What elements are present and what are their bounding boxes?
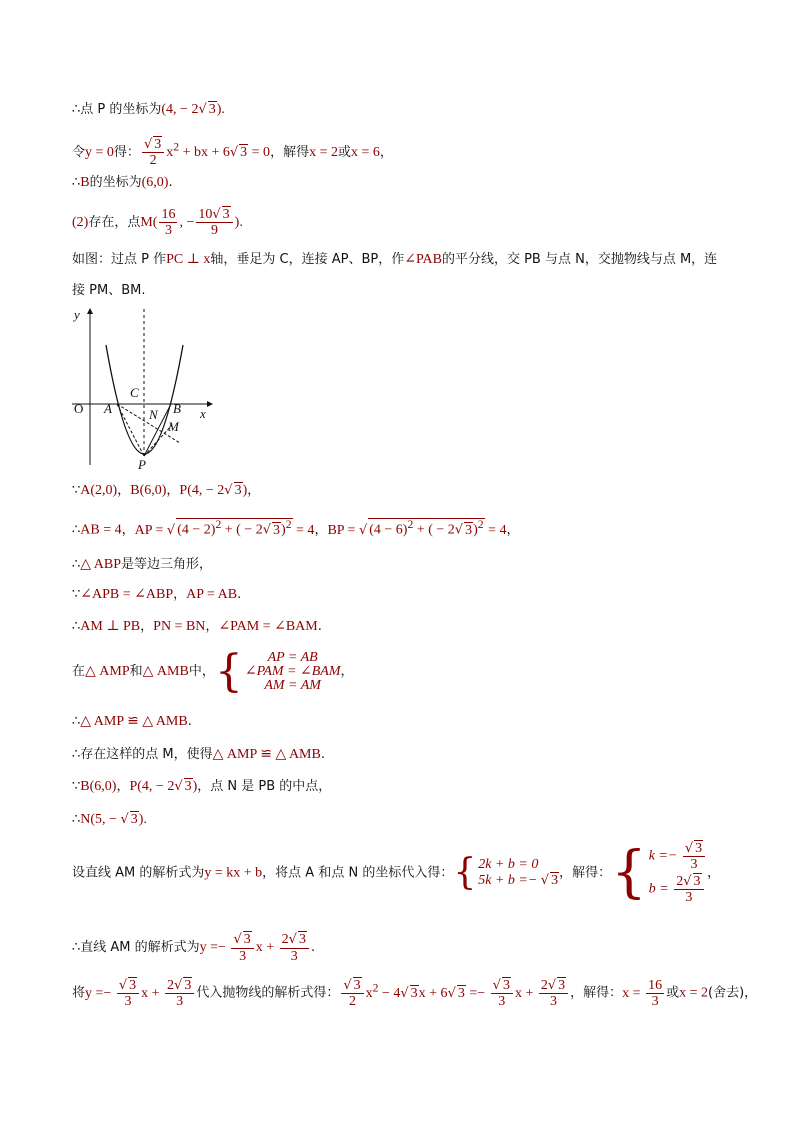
text-line-6: 接 PM、BM. xyxy=(72,283,146,298)
text-line-15: ∵B(6,0)，P(4, − 2√ 3)，点 N 是 PB 的中点， xyxy=(72,779,332,794)
math: y = 0 xyxy=(85,144,114,160)
label-n: N xyxy=(149,407,158,422)
text-line-14: ∴存在这样的点 M，使得△ AMP ≌ △ AMB. xyxy=(72,747,325,762)
label-c: C xyxy=(130,385,139,400)
fraction: $\frac{16}{3}$ xyxy=(161,206,176,238)
system-brace: { xyxy=(453,851,477,893)
label-o: O xyxy=(74,401,84,416)
text-line-17: 设直线 AM 的解析式为y = kx + b，将点 A 和点 N 的坐标代入得：{ 2k + b = 0 5k + b =− √ 3 ，解得：{ k =− $\frac{√ 3}{3}$ b = $\frac{2√ 3}{3}$ ， xyxy=(72,839,721,906)
text-line-13: ∴△ AMP ≌ △ AMB. xyxy=(72,714,192,729)
text-line-16: ∴N(5, − √ 3). xyxy=(72,812,147,827)
text-line-11: ∴AM ⊥ PB，PN = BN，∠PAM = ∠BAM. xyxy=(72,619,322,634)
equation-system: 2k + b = 0 5k + b =− √ 3 xyxy=(478,856,559,888)
text-line-10: ∵∠APB = ∠ABP，AP = AB. xyxy=(72,587,242,602)
system-brace: { xyxy=(214,645,243,697)
radical: √ xyxy=(198,102,207,117)
text-line-3: ∴B的坐标为(6,0). xyxy=(72,175,173,190)
radicand: 3 xyxy=(208,102,216,117)
text-line-2: 令y = 0得： $\frac{√ 3}{2}$ $x^2$ + bx + 6√ 3 = 0，解得x = 2或x = 6， xyxy=(72,137,393,169)
text-line-5: 如图：过点 P 作PC ⊥ x轴，垂足为 C，连接 AP、BP，作∠PAB的平分线，交 PB 与点 N，交抛物线与点 M，连 xyxy=(72,252,718,267)
text-line-19: 将y =− $\frac{√ 3}{3}$ x + $\frac{2√ 3}{3}$ 代入抛物线的解析式得： $\frac{√ 3}{2}$ $x^2 - 4√$ 3x + 6√ 3 =− $\frac{√ 3}{3}$ x + $\frac{2√ 3}{3}$ ，解得：x = $\frac{16}{3}$ 或x = 2(舍去)， xyxy=(72,977,758,1010)
math: (4, − 2√ 3). xyxy=(161,102,225,117)
text-line-1 xyxy=(72,100,225,120)
text: ∴点 P 的坐标为 xyxy=(72,102,162,117)
text-line-8: ∴AB = 4，AP = √ $(4 - 2)^2$ + ( − 2√ 3)$^2$ = 4，BP = √ $(4 - 6)^2$ + ( − 2√ 3)$^2$ = 4， xyxy=(72,518,520,538)
text-line-12: 在△ AMP和△ AMB中，{ AP = AB ∠PAM = ∠BAM AM = AM ， xyxy=(72,645,354,697)
solution-brace: { xyxy=(611,839,647,905)
label-p: P xyxy=(138,457,146,472)
label-b: B xyxy=(173,401,181,416)
label-y: y xyxy=(74,307,80,322)
equation-system: AP = AB ∠PAM = ∠BAM AM = AM xyxy=(244,649,341,693)
label-x: x xyxy=(200,406,206,421)
solution-system: k =− $\frac{√ 3}{3}$ b = $\frac{2√ 3}{3}$ xyxy=(649,840,707,906)
parabola-figure xyxy=(68,303,216,475)
fraction: $\frac{√ 3}{2}$ xyxy=(142,136,164,169)
text-line-4: (2)存在，点M( $\frac{16}{3}$ , − $\frac{10√ 3}{9}$ ). xyxy=(72,206,243,239)
text-line-9: ∴△ ABP是等边三角形， xyxy=(72,557,213,572)
fraction: $\frac{10√ 3}{9}$ xyxy=(196,206,232,239)
text-line-18: ∴直线 AM 的解析式为y =− $\frac{√ 3}{3}$ x + $\frac{2√ 3}{3}$ . xyxy=(72,932,316,964)
text-line-7: ∵A(2,0)，B(6,0)，P(4, − 2√ 3)， xyxy=(72,483,261,498)
label-a: A xyxy=(104,401,112,416)
label-m: M xyxy=(168,419,179,434)
